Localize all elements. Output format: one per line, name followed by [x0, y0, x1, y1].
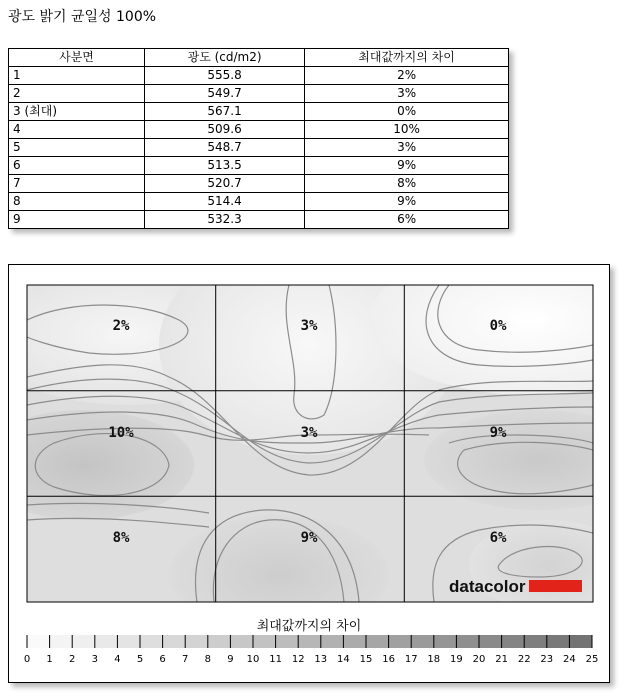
legend-tick-label: 0 — [23, 654, 31, 665]
difference-cell: 9% — [305, 193, 509, 211]
legend-tick-label: 2 — [69, 654, 76, 665]
legend-swatch — [140, 635, 163, 648]
column-header-difference: 최대값까지의 차이 — [305, 49, 509, 67]
luminance-cell: 567.1 — [145, 103, 305, 121]
legend-swatch — [434, 635, 457, 648]
legend-swatch — [27, 635, 50, 648]
table-row — [9, 193, 509, 211]
quadrant-label-4: 10% — [108, 425, 134, 441]
table-row — [9, 139, 509, 157]
legend-title: 최대값까지의 차이 — [256, 619, 362, 634]
luminance-cell: 509.6 — [145, 121, 305, 139]
legend-swatch — [298, 635, 321, 648]
difference-cell: 3% — [305, 139, 509, 157]
table-header-row — [9, 49, 509, 67]
difference-cell: 3% — [305, 85, 509, 103]
table-row — [9, 103, 509, 121]
difference-cell: 2% — [305, 67, 509, 85]
legend-swatch — [389, 635, 412, 648]
legend-tick-label: 20 — [472, 654, 486, 665]
datacolor-logo-text: datacolor — [449, 577, 526, 596]
luminance-cell: 514.4 — [145, 193, 305, 211]
difference-cell: 0% — [305, 103, 509, 121]
difference-cell: 8% — [305, 175, 509, 193]
legend-swatch — [95, 635, 118, 648]
legend-tick-label: 22 — [517, 654, 531, 665]
datacolor-logo-bar — [529, 580, 582, 592]
table-row — [9, 157, 509, 175]
table-row — [9, 211, 509, 229]
quadrant-label-5: 3% — [300, 425, 318, 441]
legend-swatch — [253, 635, 276, 648]
quadrant-label-6: 9% — [489, 425, 507, 441]
legend-tick-label: 23 — [540, 654, 554, 665]
legend-swatch — [524, 635, 547, 648]
quadrant-cell: 1 — [9, 67, 145, 85]
legend-swatch — [569, 635, 592, 648]
quadrant-label-8: 9% — [300, 530, 318, 546]
luminance-cell: 549.7 — [145, 85, 305, 103]
uniformity-table — [8, 48, 509, 229]
legend-swatch — [411, 635, 434, 648]
legend-swatch — [185, 635, 208, 648]
legend-tick-label: 18 — [427, 654, 441, 665]
quadrant-cell: 9 — [9, 211, 145, 229]
table-row — [9, 175, 509, 193]
legend-tick-label: 13 — [314, 654, 328, 665]
legend-swatch — [502, 635, 525, 648]
legend-tick-label: 21 — [495, 654, 508, 665]
legend-swatch — [479, 635, 502, 648]
legend-tick-label: 3 — [91, 654, 98, 665]
quadrant-label-2: 3% — [300, 318, 318, 334]
quadrant-label-7: 8% — [112, 530, 130, 546]
column-header-luminance: 광도 (cd/m2) — [145, 49, 305, 67]
quadrant-cell: 4 — [9, 121, 145, 139]
legend-tick-label: 7 — [182, 654, 189, 665]
quadrant-cell: 8 — [9, 193, 145, 211]
legend-swatch — [117, 635, 140, 648]
column-header-quadrant: 사분면 — [9, 49, 145, 67]
uniformity-chart — [8, 264, 610, 683]
luminance-cell: 555.8 — [145, 67, 305, 85]
quadrant-label-1: 2% — [112, 318, 130, 334]
luminance-cell: 513.5 — [145, 157, 305, 175]
table-row — [9, 121, 509, 139]
legend-tick-label: 25 — [585, 654, 599, 665]
legend-tick-label: 15 — [359, 654, 373, 665]
luminance-cell: 520.7 — [145, 175, 305, 193]
legend-tick-label: 11 — [269, 654, 282, 665]
table-row — [9, 67, 509, 85]
difference-cell: 6% — [305, 211, 509, 229]
legend-ramp — [27, 635, 593, 648]
legend-tick-label: 12 — [291, 654, 305, 665]
legend-swatch — [547, 635, 570, 648]
page-title: 광도 밝기 균일성 100% — [8, 9, 157, 25]
quadrant-label-3: 0% — [489, 318, 507, 334]
legend-swatch — [163, 635, 186, 648]
legend-swatch — [50, 635, 73, 648]
legend-tick-label: 8 — [204, 654, 211, 665]
legend-swatch — [230, 635, 253, 648]
uniformity-table-container — [8, 48, 509, 229]
legend-tick-label: 19 — [450, 654, 463, 665]
quadrant-label-9: 6% — [489, 530, 507, 546]
quadrant-cell: 6 — [9, 157, 145, 175]
table-row — [9, 85, 509, 103]
legend-tick-label: 4 — [114, 654, 121, 665]
legend-tick-label: 6 — [159, 654, 166, 665]
legend-tick-label: 16 — [382, 654, 395, 665]
luminance-cell: 548.7 — [145, 139, 305, 157]
legend-tick-label: 1 — [46, 654, 53, 665]
quadrant-cell: 5 — [9, 139, 145, 157]
legend-tick-label: 17 — [404, 654, 418, 665]
quadrant-cell: 2 — [9, 85, 145, 103]
quadrant-cell: 7 — [9, 175, 145, 193]
legend-swatch — [321, 635, 344, 648]
legend-tick-label: 24 — [563, 654, 576, 665]
legend-swatch — [366, 635, 389, 648]
difference-cell: 10% — [305, 121, 509, 139]
legend-swatch — [276, 635, 299, 648]
legend-tick-label: 9 — [227, 654, 234, 665]
legend-tick-label: 10 — [246, 654, 260, 665]
legend-swatch — [456, 635, 479, 648]
legend-tick-label: 5 — [136, 654, 144, 665]
legend-tick-label: 14 — [337, 654, 350, 665]
legend-swatch — [72, 635, 95, 648]
legend-swatch — [343, 635, 366, 648]
luminance-cell: 532.3 — [145, 211, 305, 229]
quadrant-cell: 3 (최대) — [9, 103, 145, 121]
legend-swatch — [208, 635, 231, 648]
difference-cell: 9% — [305, 157, 509, 175]
